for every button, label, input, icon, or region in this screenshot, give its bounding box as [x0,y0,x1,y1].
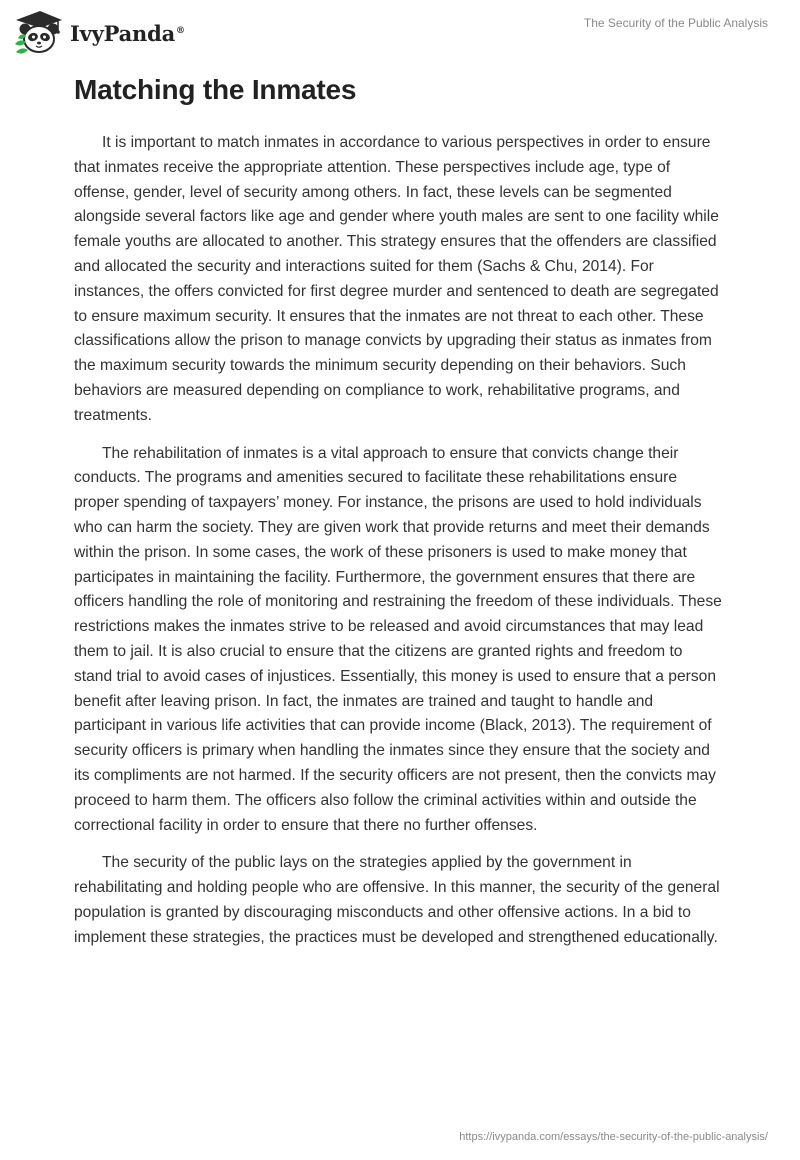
paragraph: The rehabilitation of inmates is a vital approach to ensure that convicts change their conducts. The programs and amenities secured to facilitate these rehabilitations ensure proper spending of taxpayers’ money. For instance, the prisons are used to hold individuals who can harm the society. They are given work that provide returns and meet their demands within the prison. In some cases, the work of these prisoners is used to make money that participates in maintaining the facility. Furthermore, the government ensures that there are officers handling the role of monitoring and restraining the freedom of these individuals. These restrictions makes the inmates strive to be released and avoid circumstances that may lead them to jail. It is also crucial to ensure that the citizens are granted rights and freedom to stand trial to avoid cases of injustices. Essentially, this money is used to ensure that a person benefit after leaving prison. In fact, the inmates are trained and taught to handle and participant in various life activities that can provide income (Black, 2013). The requirement of security officers is primary when handling the inmates since they ensure that the society and its compliments are not harmed. If the security officers are not present, then the convicts may proceed to harm them. The officers also follow the criminal activities within and outside the correctional facility in order to ensure that there no further offenses. [74,444,722,834]
running-title: The Security of the Public Analysis [583,16,768,30]
essay-body [74,131,724,964]
logo-wordmark [70,21,185,46]
paragraph: It is important to match inmates in accordance to various perspectives in order to ensure that inmates receive the appropriate attention. These perspectives include age, type of offense, gender, level of security among others. In fact, these levels can be segmented alongside several factors like age and gender where youth males are sent to one facility while female youths are allocated to another. This strategy ensures that the offenders are classified and allocated the security and interactions suited for them (Sachs & Chu, 2014). For instances, the offers convicted for first degree murder and sentenced to death are segregated to ensure maximum security. It ensures that the inmates are not threat to each other. These classifications allow the prison to manage convicts by upgrading their status as inmates from the maximum security towards the minimum security depending on their behaviors. Such behaviors are measured depending on compliance to work, rehabilitative programs, and treatments. [74,134,719,424]
panda-graduate-icon [12,8,64,56]
registered-mark: ® [176,25,185,36]
page-header [0,0,800,64]
page-title: Matching the Inmates [74,74,357,105]
paragraph: The security of the public lays on the strategies applied by the government in rehabilitating and holding people who are offensive. In this manner, the security of the general population is granted by discouraging misconducts and other offensive actions. In a bid to implement these strategies, the practices must be developed and strengthened educationally. [74,854,720,946]
logo-text: IvyPanda [70,20,176,46]
ivypanda-logo[interactable] [12,8,185,56]
source-url[interactable]: https://ivypanda.com/essays/the-security-of-the-public-analysis/ [459,1131,768,1143]
